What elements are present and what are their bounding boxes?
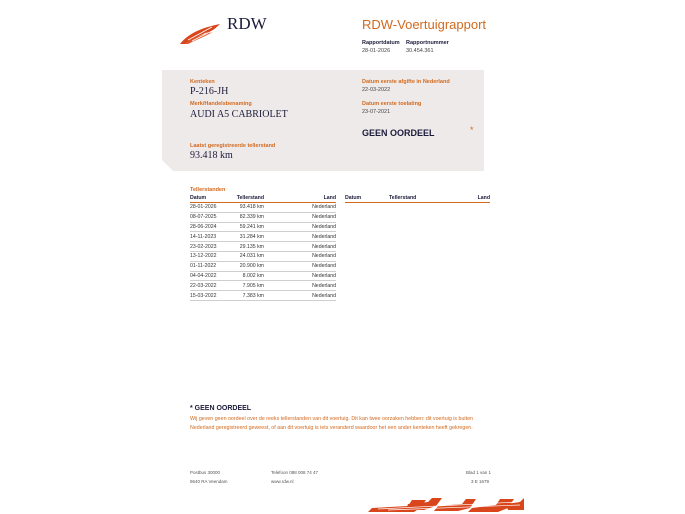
table-row: [190, 232, 336, 242]
odometer-value: 93.418 km: [190, 150, 233, 161]
table-row: [190, 212, 336, 222]
table-row: [190, 281, 336, 291]
col-country-header-2: Land: [449, 195, 490, 203]
odo-reading-cell: 59.241 km: [234, 222, 264, 232]
odo-date-cell: 01-11-2022: [190, 261, 234, 271]
first-nl-label: Datum eerste afgifte in Nederland: [362, 79, 450, 85]
table-row: [190, 251, 336, 261]
panel-corner-cut: [162, 160, 174, 172]
odo-country-cell: Nederland: [264, 261, 336, 271]
col-reading-header: Tellerstand: [234, 195, 264, 203]
odo-reading-cell: 31.284 km: [234, 232, 264, 242]
col-country-header: Land: [264, 195, 336, 203]
table-row: [190, 261, 336, 271]
footer-page: Blad 1 van 1: [466, 470, 492, 475]
odo-country-cell: Nederland: [264, 281, 336, 291]
footer-address-1: Postbus 30000: [190, 470, 221, 475]
col-date-header-2: Datum: [345, 195, 389, 203]
verdict-star: *: [470, 125, 474, 135]
odo-date-cell: 08-07-2025: [190, 212, 234, 222]
rdw-logo-icon: [178, 22, 222, 46]
odo-country-cell: Nederland: [264, 251, 336, 261]
odo-country-cell: Nederland: [264, 232, 336, 242]
footer-code: 3 E 1679: [471, 479, 490, 484]
plate-label: Kenteken: [190, 79, 215, 85]
table-row: [190, 203, 336, 213]
odo-date-cell: 13-12-2022: [190, 251, 234, 261]
report-number-label: Rapportnummer: [406, 40, 449, 46]
odo-country-cell: Nederland: [264, 212, 336, 222]
odo-reading-cell: 20.900 km: [234, 261, 264, 271]
first-admission-label: Datum eerste toelating: [362, 101, 422, 107]
verdict-text: GEEN OORDEEL: [362, 128, 435, 138]
table-header-row-2: [345, 195, 490, 203]
odo-country-cell: Nederland: [264, 242, 336, 252]
table-row: [190, 222, 336, 232]
odo-reading-cell: 7.383 km: [234, 291, 264, 301]
footer-phone: Telefoon 088 008 74 47: [271, 470, 319, 475]
odo-date-cell: 28-06-2024: [190, 222, 234, 232]
report-title: RDW-Voertuigrapport: [362, 17, 487, 32]
make-value: AUDI A5 CABRIOLET: [190, 109, 288, 120]
odometer-section-title: Tellerstanden: [190, 187, 226, 193]
table-row: [190, 271, 336, 281]
table-header-row: [190, 195, 336, 203]
odo-date-cell: 14-11-2023: [190, 232, 234, 242]
col-date-header: Datum: [190, 195, 234, 203]
table-row: [190, 291, 336, 301]
odo-country-cell: Nederland: [264, 203, 336, 213]
odometer-table-empty: [345, 195, 490, 203]
footer-address-2: 9640 RA Veendam: [190, 479, 228, 484]
odo-reading-cell: 24.031 km: [234, 251, 264, 261]
decorative-stripes-icon: [368, 496, 524, 514]
first-admission-value: 23-07-2021: [362, 109, 391, 115]
odometer-label: Laatst geregistreerde tellerstand: [190, 143, 276, 149]
odo-reading-cell: 82.339 km: [234, 212, 264, 222]
odometer-table: [190, 195, 336, 301]
note-title: * GEEN OORDEEL: [190, 405, 252, 412]
odo-date-cell: 22-03-2022: [190, 281, 234, 291]
odo-country-cell: Nederland: [264, 222, 336, 232]
note-text: Wij geven geen oordeel over de reeks tellerstanden van dit voertuig. Dit kan twee oorzaken hebben: dit voertuig is buiten Nederland geregistreerd geweest, of aan dit voertuig is iets veranderd waardoor het een ander kenteken heeft gekregen.: [190, 416, 473, 431]
table-row: [190, 242, 336, 252]
odo-date-cell: 23-02-2023: [190, 242, 234, 252]
odo-reading-cell: 93.418 km: [234, 203, 264, 213]
plate-value: P-216-JH: [190, 86, 229, 97]
odo-reading-cell: 7.905 km: [234, 281, 264, 291]
report-date-label: Rapportdatum: [362, 40, 400, 46]
odo-date-cell: 15-03-2022: [190, 291, 234, 301]
first-nl-value: 22-03-2022: [362, 87, 391, 93]
odo-reading-cell: 29.135 km: [234, 242, 264, 252]
odo-country-cell: Nederland: [264, 291, 336, 301]
logo-text: RDW: [227, 14, 267, 33]
odo-reading-cell: 8.002 km: [234, 271, 264, 281]
footer-web[interactable]: www.rdw.nl: [271, 479, 294, 484]
odo-date-cell: 28-01-2026: [190, 203, 234, 213]
odo-country-cell: Nederland: [264, 271, 336, 281]
report-date: 28-01-2026: [362, 48, 391, 54]
report-number: 30.454.361: [406, 48, 434, 54]
make-label: Merk/Handelsbenaming: [190, 101, 252, 107]
col-reading-header-2: Tellerstand: [389, 195, 449, 203]
odo-date-cell: 04-04-2022: [190, 271, 234, 281]
